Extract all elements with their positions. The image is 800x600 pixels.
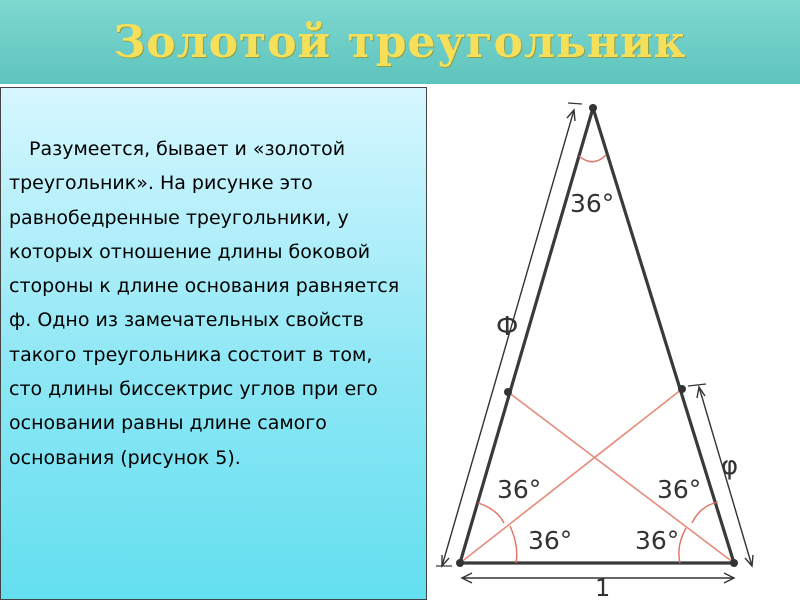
right-lower-angle-label: 36° xyxy=(635,526,680,555)
slide-title: Золотой треугольник xyxy=(113,16,687,68)
left-upper-angle-arc xyxy=(478,503,504,523)
title-bar xyxy=(0,0,800,84)
vertex-apex xyxy=(589,104,597,112)
apex-angle-label: 36° xyxy=(570,189,615,218)
segment-dimension-tick-top xyxy=(688,384,706,386)
side-dimension-tick-top xyxy=(568,103,582,104)
right-upper-angle-label: 36° xyxy=(657,475,702,504)
left-upper-angle-label: 36° xyxy=(497,475,542,504)
right-lower-angle-arc xyxy=(679,528,686,563)
side-label: Ф xyxy=(496,312,519,342)
golden-triangle-diagram xyxy=(430,90,800,600)
apex-angle-arc xyxy=(579,155,606,162)
right-upper-angle-arc xyxy=(692,502,718,523)
vertex-left-mid xyxy=(504,388,512,396)
vertex-base-right xyxy=(730,559,738,567)
left-lower-angle-label: 36° xyxy=(528,526,573,555)
vertex-right-mid xyxy=(678,385,686,393)
vertex-base-left xyxy=(456,559,464,567)
segment-label: φ xyxy=(721,451,739,481)
text-panel xyxy=(0,87,427,600)
left-lower-angle-arc xyxy=(510,526,517,563)
body-text: Разумеется, бывает и «золотой треугольник». На рисунке это равнобедренные треугольники, у которых отношение длины боковой стороны к длине основания равняется ф. Одно из замечательных свойств такого треугольника состоит в том, сто длины биссектрис углов при его основании равны длине самого основания (рисунок 5). xyxy=(9,138,400,469)
base-label: 1 xyxy=(595,574,611,600)
